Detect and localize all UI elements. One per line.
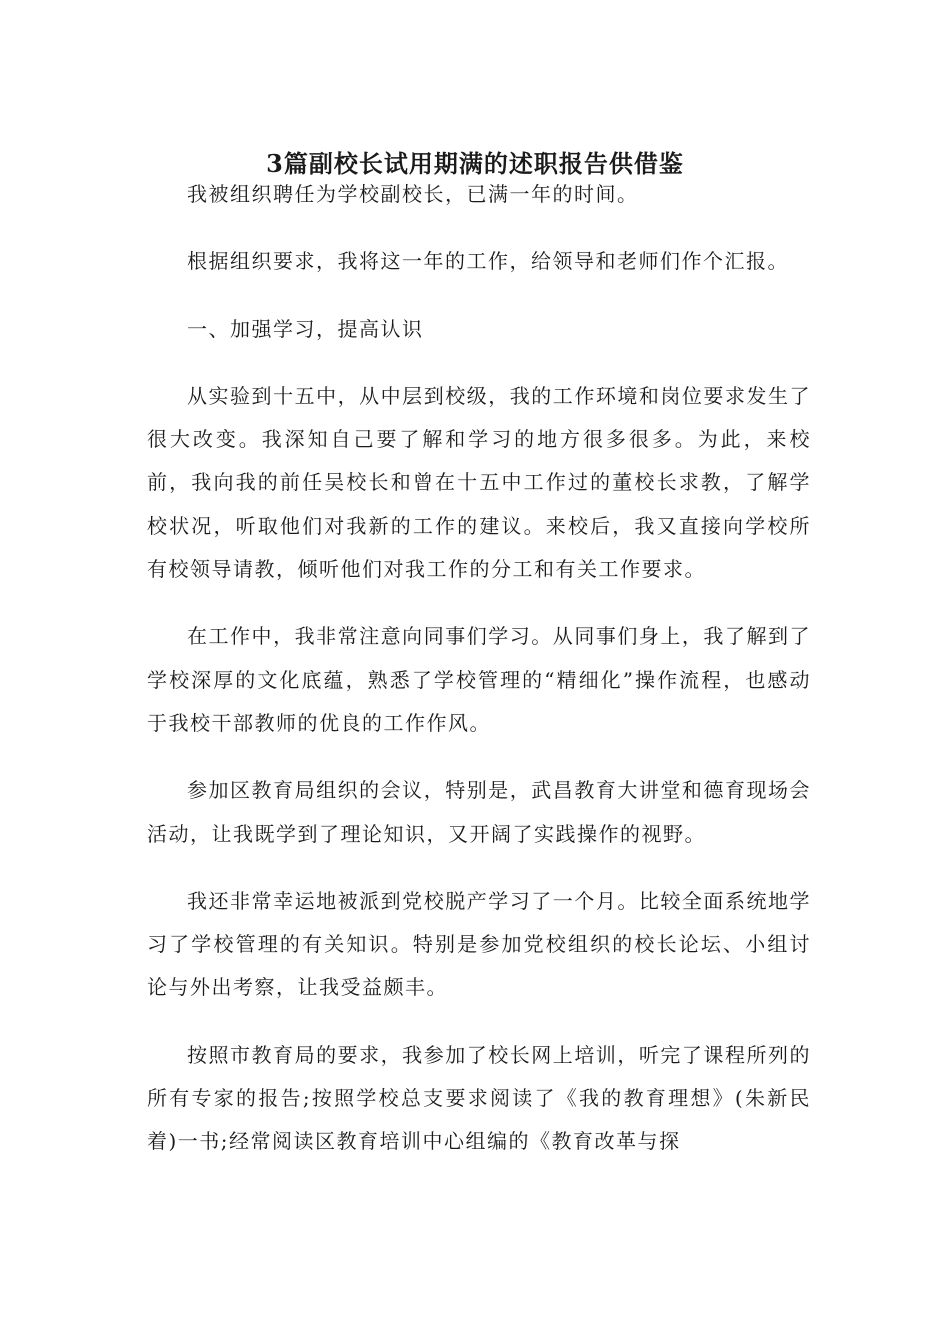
document-body — [147, 173, 811, 1188]
paragraph: 我被组织聘任为学校副校长，已满一年的时间。 — [187, 182, 639, 206]
paragraph: 从实验到十五中，从中层到校级，我的工作环境和岗位要求发生了很大改变。我深知自己要了解和学习的地方很多很多。为此，来校前，我向我的前任吴校长和曾在十五中工作过的董校长求教，了解学校状况，听取他们对我新的工作的建议。来校后，我又直接向学校所有校领导请教，倾听他们对我工作的分工和有关工作要求。 — [147, 383, 811, 582]
section-heading: 一、加强学习，提高认识 — [187, 316, 424, 341]
paragraph: 根据组织要求，我将这一年的工作，给领导和老师们作个汇报。 — [187, 249, 789, 274]
paragraph: 我还非常幸运地被派到党校脱产学习了一个月。比较全面系统地学习了学校管理的有关知识。特别是参加党校组织的校长论坛、小组讨论与外出考察，让我受益颇丰。 — [147, 888, 811, 1000]
document-title: 3篇副校长试用期满的述职报告供借鉴 — [266, 149, 684, 178]
paragraph: 参加区教育局组织的会议，特别是，武昌教育大讲堂和德育现场会活动，让我既学到了理论知识，又开阔了实践操作的视野。 — [147, 778, 811, 846]
paragraph: 按照市教育局的要求，我参加了校长网上培训，听完了课程所列的所有专家的报告;按照学校总支要求阅读了《我的教育理想》(朱新民着)一书;经常阅读区教育培训中心组编的《教育改革与探 — [147, 1042, 811, 1154]
paragraph: 在工作中，我非常注意向同事们学习。从同事们身上，我了解到了学校深厚的文化底蕴，熟悉了学校管理的“精细化”操作流程，也感动于我校干部教师的优良的工作作风。 — [147, 624, 811, 735]
